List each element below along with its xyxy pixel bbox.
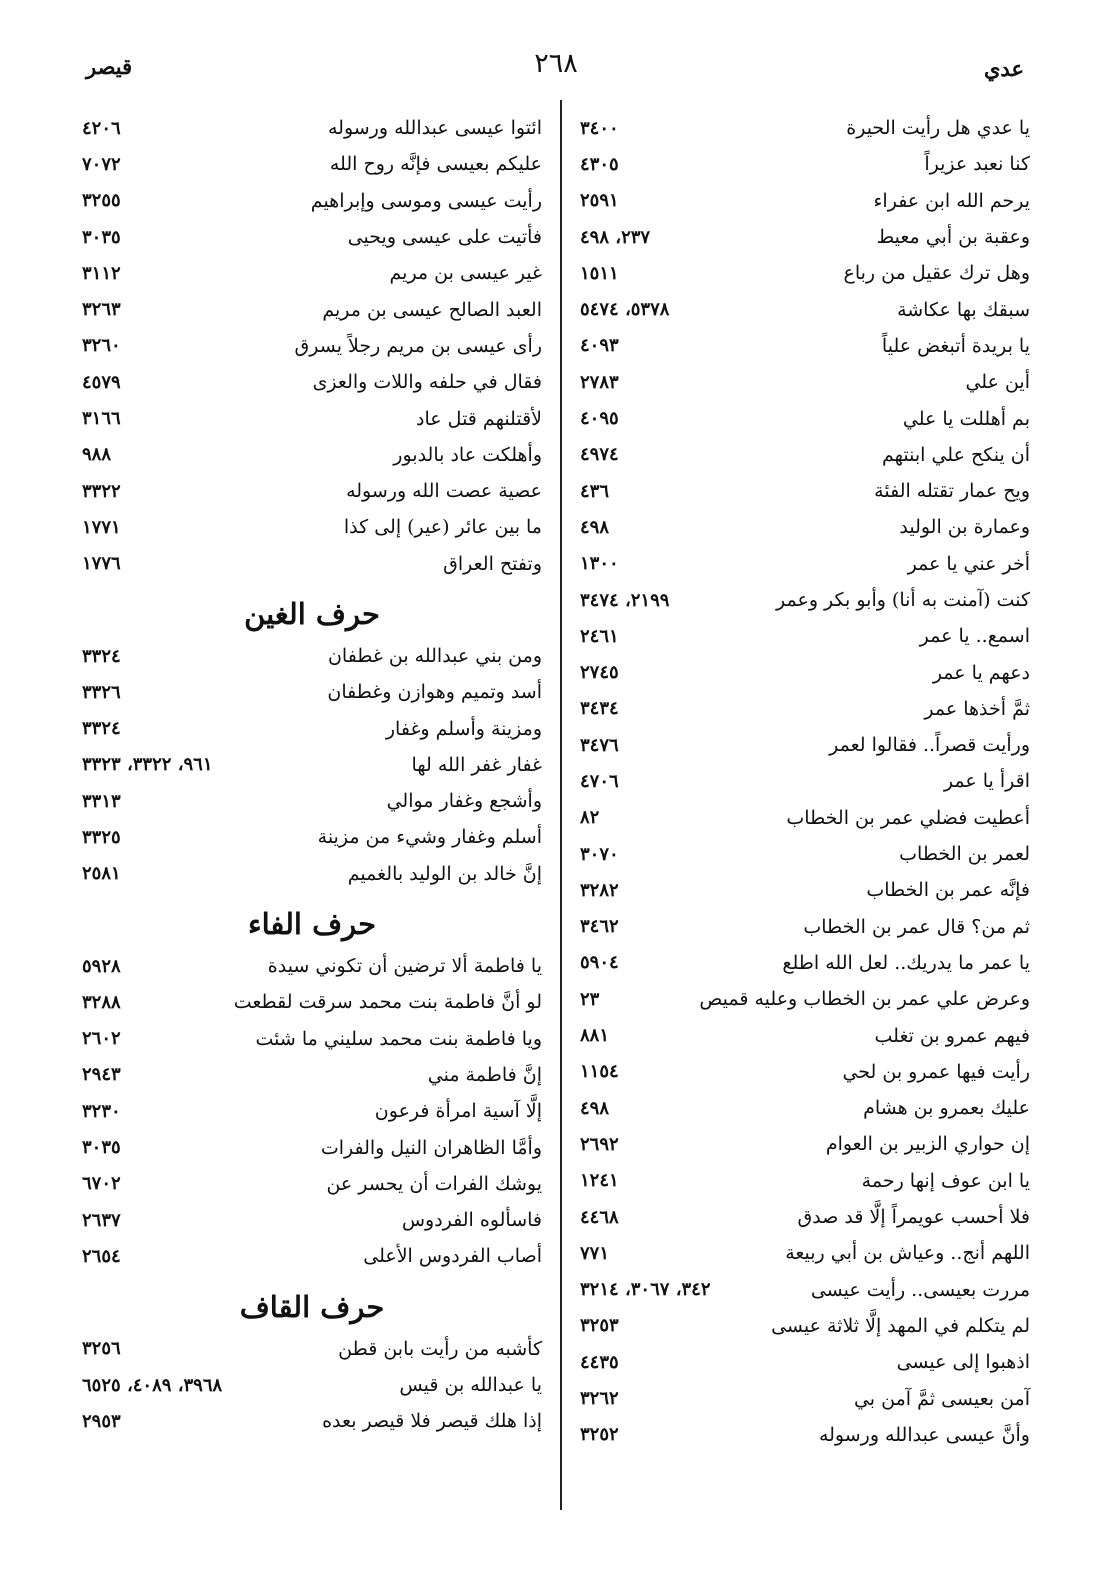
index-entry (82, 255, 542, 291)
entry-text: عصية عصت الله ورسوله (346, 480, 542, 503)
index-entry (82, 1166, 542, 1202)
index-entry (580, 800, 1030, 836)
entry-text: اذهبوا إلى عيسى (896, 1351, 1030, 1374)
index-entry (82, 783, 542, 819)
index-entry (580, 328, 1030, 364)
entry-refs: ٣٠٣٥ (82, 1137, 121, 1159)
index-entry (580, 763, 1030, 799)
entry-refs: ٨٢ (580, 807, 600, 829)
right-column (580, 110, 1030, 1453)
entry-text: فقال في حلفه واللات والعزى (312, 371, 542, 394)
entry-text: عليكم بعيسى فإنَّه روح الله (329, 153, 542, 176)
index-entry (580, 1344, 1030, 1380)
entry-text: ويا فاطمة بنت محمد سليني ما شئت (255, 1027, 542, 1050)
entry-refs: ٢٣ (580, 988, 600, 1010)
index-entry (82, 638, 542, 674)
index-entry (82, 1129, 542, 1165)
entry-refs: ٣٠٧٠ (580, 843, 619, 865)
index-entry (82, 110, 542, 146)
entry-refs: ١٢٤١ (580, 1170, 619, 1192)
entry-refs: ٣٢٦٣ (82, 299, 121, 321)
index-entry (580, 1235, 1030, 1271)
index-entry (580, 872, 1030, 908)
entry-refs: ٣٣٢٦ (82, 681, 121, 703)
entry-text: يرحم الله ابن عفراء (873, 189, 1030, 212)
entry-refs: ٣٢٨٢ (580, 879, 619, 901)
entry-text: اللهم أنج.. وعياش بن أبي ربيعة (785, 1242, 1030, 1265)
entry-refs: ١٧٧١ (82, 516, 121, 538)
entry-text: وعرض علي عمر بن الخطاب وعليه قميص (699, 988, 1030, 1011)
index-entry (82, 183, 542, 219)
entry-text: لو أنَّ فاطمة بنت محمد سرقت لقطعت (233, 991, 542, 1014)
entry-refs: ٣٣٢٤ (82, 645, 121, 667)
left-column (82, 110, 542, 1440)
entry-refs: ٢٦٩٢ (580, 1133, 619, 1155)
index-entry (82, 710, 542, 746)
entry-refs: ٢١٩٩، ٣٤٧٤ (580, 589, 670, 611)
entry-text: بم أهللت يا علي (902, 407, 1030, 430)
entry-text: عليك بعمرو بن هشام (863, 1097, 1030, 1120)
entry-refs: ١٥١١ (580, 262, 619, 284)
entry-text: فإنَّه عمر بن الخطاب (866, 879, 1030, 902)
section-heading (82, 1275, 542, 1331)
entry-text: كنت (آمنت به أنا) وأبو بكر وعمر (776, 589, 1030, 611)
entry-refs: ٥٩٢٨ (82, 955, 121, 977)
entry-text: يا فاطمة ألا ترضين أن تكوني سيدة (267, 955, 542, 978)
index-entry (580, 909, 1030, 945)
entry-refs: ٣٢٥٣ (580, 1315, 619, 1337)
index-entry (82, 1238, 542, 1274)
index-entry (580, 110, 1030, 146)
entry-text: ويح عمار تقتله الفئة (874, 480, 1030, 503)
entry-refs: ١١٥٤ (580, 1061, 619, 1083)
entry-text: فاسألوه الفردوس (401, 1209, 542, 1232)
entry-refs: ٤٧٠٦ (580, 770, 619, 792)
entry-refs: ٣٤٢، ٣٠٦٧، ٣٢١٤ (580, 1279, 711, 1301)
index-entry (580, 1054, 1030, 1090)
entry-refs: ٢٦٠٢ (82, 1028, 121, 1050)
entry-refs: ٣٣٢٥ (82, 826, 121, 848)
entry-text: وهل ترك عقيل من رباع (843, 262, 1030, 285)
entry-refs: ٦٧٠٢ (82, 1173, 121, 1195)
index-entry (82, 1202, 542, 1238)
index-entry (580, 727, 1030, 763)
entry-text: فيهم عمرو بن تغلب (874, 1024, 1030, 1047)
entry-refs: ٤٤٣٥ (580, 1351, 619, 1373)
index-entry (82, 509, 542, 545)
index-entry (580, 1126, 1030, 1162)
entry-refs: ٣٩٦٨، ٤٠٨٩، ٦٥٢٥ (82, 1374, 223, 1396)
entry-refs: ٤٩٨ (580, 1097, 610, 1119)
entry-refs: ٣٣٢٢ (82, 480, 121, 502)
entry-text: سبقك بها عكاشة (897, 298, 1030, 321)
entry-text: رأيت فيها عمرو بن لحي (842, 1060, 1030, 1083)
entry-refs: ٤٤٦٨ (580, 1206, 619, 1228)
entry-refs: ٣٢٥٢ (580, 1424, 619, 1446)
index-entry (580, 1380, 1030, 1416)
entry-refs: ٣٢٦٢ (580, 1388, 619, 1410)
entry-text: وأشجع وغفار موالي (386, 790, 542, 813)
entry-text: اسمع.. يا عمر (919, 625, 1030, 648)
header-last-word: قيصر (86, 54, 133, 79)
entry-refs: ٢٧٨٣ (580, 371, 619, 393)
entry-refs: ٣٢٥٦ (82, 1338, 121, 1360)
entry-text: ما بين عائر (عير) إلى كذا (343, 516, 542, 539)
entry-text: مررت بعيسى.. رأيت عيسى (810, 1278, 1030, 1301)
entry-refs: ٢٥٩١ (580, 190, 619, 212)
entry-text: غير عيسى بن مريم (389, 262, 542, 285)
index-entry (82, 747, 542, 783)
entry-refs: ٤٩٧٤ (580, 444, 619, 466)
index-entry (82, 856, 542, 892)
entry-refs: ٣٢٣٠ (82, 1100, 121, 1122)
entry-refs: ٤٣٠٥ (580, 153, 619, 175)
entry-text: إن حواري الزبير بن العوام (825, 1133, 1030, 1156)
entry-text: كأشبه من رأيت بابن قطن (338, 1337, 542, 1360)
entry-text: إنَّ فاطمة مني (427, 1063, 542, 1086)
entry-text: فلا أحسب عويمراً إلَّا قد صدق (797, 1206, 1030, 1229)
entry-refs: ٣١١٢ (82, 262, 121, 284)
index-entry (580, 945, 1030, 981)
index-entry (82, 437, 542, 473)
index-entry (82, 1403, 542, 1439)
section-heading (82, 892, 542, 948)
section-heading (82, 582, 542, 638)
index-entry (580, 509, 1030, 545)
index-entry (580, 1017, 1030, 1053)
entry-refs: ١٣٠٠ (580, 553, 619, 575)
index-entry (82, 473, 542, 509)
entry-refs: ٣٤٣٤ (580, 698, 619, 720)
entry-refs: ٣٢٥٥ (82, 190, 121, 212)
index-entry (580, 364, 1030, 400)
entry-refs: ٢٤٦١ (580, 625, 619, 647)
index-entry (82, 1021, 542, 1057)
entry-refs: ٣٢٨٨ (82, 991, 121, 1013)
entry-refs: ٣٠٣٥ (82, 226, 121, 248)
entry-text: أين علي (965, 371, 1030, 394)
index-entry (82, 1331, 542, 1367)
entry-text: يا بريدة أتبغض علياً (881, 334, 1030, 357)
entry-text: العبد الصالح عيسى بن مريم (322, 298, 542, 321)
section-heading-text: حرف القاف (239, 1289, 385, 1324)
index-entry (580, 618, 1030, 654)
entry-text: ثم من؟ قال عمر بن الخطاب (803, 915, 1030, 938)
index-entry (82, 219, 542, 255)
entry-refs: ٢٩٥٣ (82, 1410, 121, 1432)
entry-text: وأهلكت عاد بالدبور (393, 443, 542, 466)
entry-text: كنا نعبد عزيراً (924, 153, 1030, 176)
column-divider (560, 100, 562, 1510)
entry-refs: ٢٧٤٥ (580, 662, 619, 684)
section-heading-text: حرف الفاء (247, 906, 377, 941)
index-entry (580, 582, 1030, 618)
entry-text: ائتوا عيسى عبدالله ورسوله (327, 117, 542, 140)
entry-text: وعمارة بن الوليد (899, 516, 1030, 539)
entry-refs: ٤٥٧٩ (82, 371, 121, 393)
index-entry (580, 546, 1030, 582)
entry-refs: ٩٨٨ (82, 444, 112, 466)
index-entry (82, 546, 542, 582)
index-entry (580, 981, 1030, 1017)
entry-text: وتفتح العراق (443, 552, 542, 575)
entry-text: إذا هلك قيصر فلا قيصر بعده (322, 1410, 542, 1433)
index-entry (580, 219, 1030, 255)
index-entry (82, 1367, 542, 1403)
entry-text: يا عبدالله بن قيس (399, 1374, 542, 1397)
index-entry (82, 984, 542, 1020)
entry-refs: ٤٠٩٣ (580, 335, 619, 357)
entry-text: اقرأ يا عمر (943, 770, 1030, 793)
index-entry (580, 400, 1030, 436)
index-entry (82, 328, 542, 364)
entry-text: يا عدي هل رأيت الحيرة (846, 117, 1030, 140)
entry-refs: ٧٠٧٢ (82, 153, 121, 175)
entry-text: أن ينكح علي ابنتهم (881, 443, 1030, 466)
entry-text: غفار غفر الله لها (411, 753, 542, 776)
entry-text: رأى عيسى بن مريم رجلاً يسرق (294, 334, 542, 357)
entry-refs: ٨٨١ (580, 1025, 610, 1047)
entry-refs: ٤٠٩٥ (580, 408, 619, 430)
entry-refs: ٣٤٦٢ (580, 916, 619, 938)
entry-refs: ٢٥٨١ (82, 863, 121, 885)
index-entry (82, 400, 542, 436)
entry-text: لأقتلنهم قتل عاد (416, 407, 542, 430)
entry-text: وعقبة بن أبي معيط (876, 226, 1030, 249)
entry-text: يا عمر ما يدريك.. لعل الله اطلع (782, 951, 1030, 974)
header-first-word: عدي (984, 56, 1024, 81)
entry-refs: ٤٩٨ (580, 516, 610, 538)
index-entry (82, 948, 542, 984)
entry-text: أسلم وغفار وشيء من مزينة (317, 826, 542, 849)
entry-text: يا ابن عوف إنها رحمة (861, 1169, 1030, 1192)
entry-text: لم يتكلم في المهد إلَّا ثلاثة عيسى (771, 1314, 1030, 1337)
index-entry (82, 146, 542, 182)
entry-text: رأيت عيسى وموسى وإبراهيم (310, 189, 542, 212)
entry-refs: ٢٣٧، ٤٩٨ (580, 226, 651, 248)
entry-refs: ٣٣١٣ (82, 790, 121, 812)
entry-text: يوشك الفرات أن يحسر عن (326, 1172, 542, 1195)
index-entry (580, 255, 1030, 291)
entry-refs: ٧٧١ (580, 1242, 610, 1264)
entry-refs: ٥٣٧٨، ٥٤٧٤ (580, 299, 670, 321)
entry-refs: ٣٣٢٤ (82, 718, 121, 740)
index-entry (580, 836, 1030, 872)
entry-text: وأمَّا الظاهران النيل والفرات (320, 1136, 542, 1159)
index-entry (82, 674, 542, 710)
entry-refs: ٤٢٠٦ (82, 117, 121, 139)
entry-text: أعطيت فضلي عمر بن الخطاب (786, 806, 1030, 829)
index-entry (580, 654, 1030, 690)
index-entry (580, 1199, 1030, 1235)
entry-refs: ٢٦٥٤ (82, 1245, 121, 1267)
section-heading-text: حرف الغين (244, 596, 380, 631)
entry-refs: ٣٤٠٠ (580, 117, 619, 139)
index-entry (82, 1093, 542, 1129)
entry-refs: ٥٩٠٤ (580, 952, 619, 974)
index-entry (580, 691, 1030, 727)
entry-text: ومزينة وأسلم وغفار (385, 717, 542, 740)
entry-text: آمن بعيسى ثمَّ آمن بي (853, 1387, 1030, 1410)
index-entry (580, 473, 1030, 509)
entry-text: ومن بني عبدالله بن غطفان (327, 645, 542, 667)
entry-text: دعهم يا عمر (932, 661, 1030, 684)
index-entry (580, 1163, 1030, 1199)
entry-text: إنَّ خالد بن الوليد بالغميم (347, 862, 542, 885)
index-entry (580, 291, 1030, 327)
entry-text: وأنَّ عيسى عبدالله ورسوله (818, 1423, 1030, 1446)
entry-refs: ٤٣٦ (580, 480, 610, 502)
entry-text: أصاب الفردوس الأعلى (363, 1245, 542, 1268)
entry-refs: ٩٦١، ٣٣٢٢، ٣٣٢٣ (82, 754, 213, 776)
index-entry (82, 291, 542, 327)
entry-refs: ٢٩٤٣ (82, 1064, 121, 1086)
index-entry (580, 1417, 1030, 1453)
entry-text: لعمر بن الخطاب (899, 843, 1030, 866)
entry-refs: ١٧٧٦ (82, 553, 121, 575)
entry-text: فأتيت على عيسى ويحيى (347, 226, 542, 249)
index-entry (580, 146, 1030, 182)
entry-refs: ٣١٦٦ (82, 408, 121, 430)
entry-text: ورأيت قصراً.. فقالوا لعمر (829, 734, 1030, 757)
page-number: ٢٦٨ (534, 48, 578, 79)
index-entry (580, 1308, 1030, 1344)
entry-refs: ٣٢٦٠ (82, 335, 121, 357)
entry-text: أسد وتميم وهوازن وغطفان (327, 681, 542, 704)
index-entry (82, 1057, 542, 1093)
entry-refs: ٢٦٣٧ (82, 1209, 121, 1231)
entry-text: أخر عني يا عمر (907, 552, 1030, 575)
entry-text: ثمَّ أخذها عمر (924, 697, 1030, 720)
entry-text: إلَّا آسية امرأة فرعون (374, 1100, 542, 1123)
index-entry (580, 1272, 1030, 1308)
index-entry (82, 364, 542, 400)
index-entry (580, 1090, 1030, 1126)
index-entry (580, 183, 1030, 219)
page-header (0, 46, 1112, 86)
index-entry (82, 819, 542, 855)
index-entry (580, 437, 1030, 473)
entry-refs: ٣٤٧٦ (580, 734, 619, 756)
